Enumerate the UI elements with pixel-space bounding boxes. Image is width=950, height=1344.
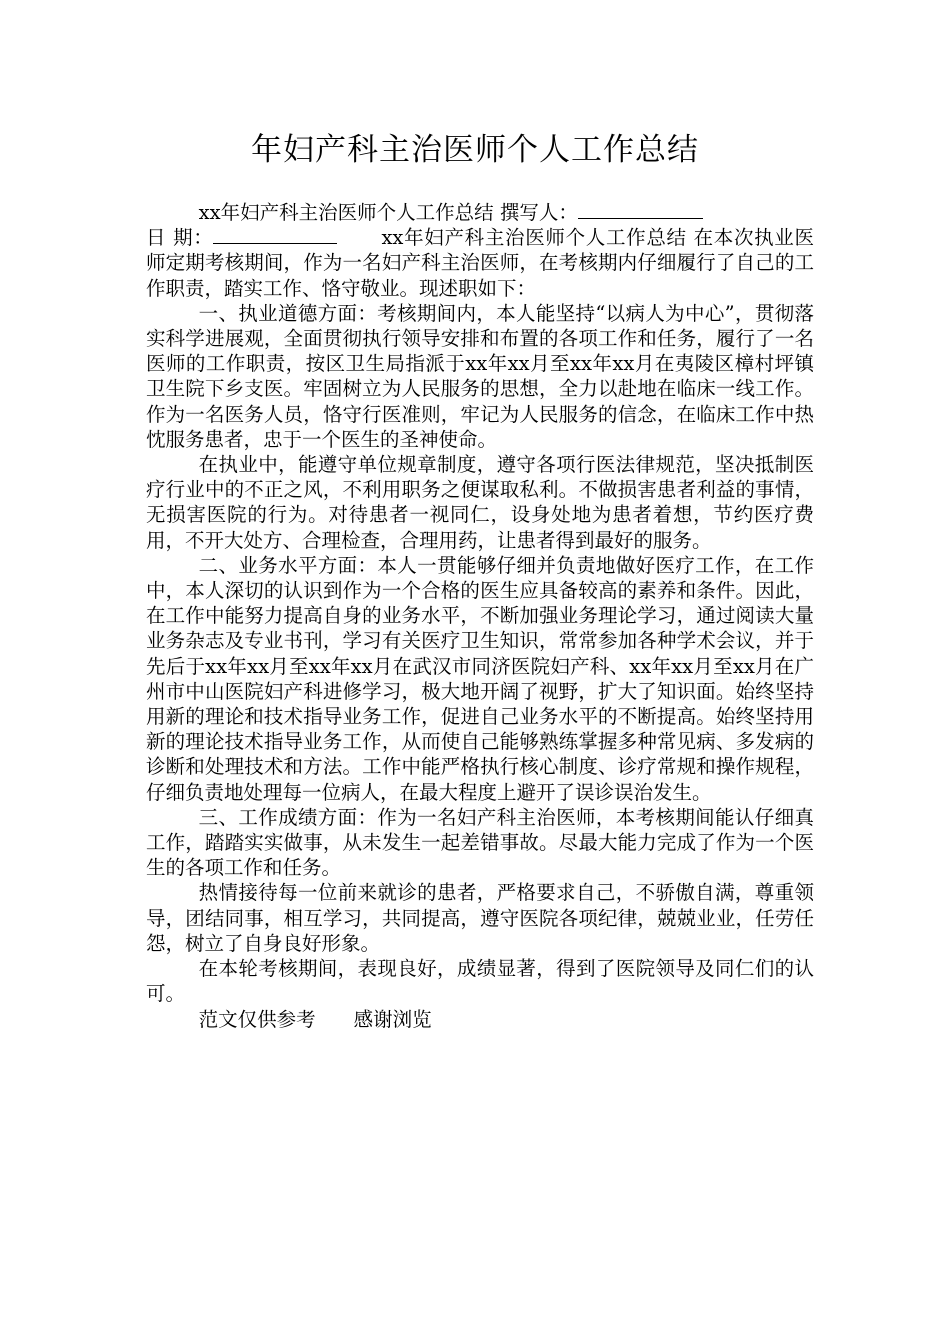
paragraph-ethics: 一、执业道德方面：考核期间内，本人能坚持“以病人为中心”，贯彻落实科学进展观，全面贯彻执行领导安排和布置的各项工作和任务，履行了一名医师的工作职责，按区卫生局指派于xx年xx月至xx年xx月在夷陵区樟村坪镇卫生院下乡支医。牢固树立为人民服务的思想，全力以赴地在临床一线工作。作为一名医务人员，恪守行医准则，牢记为人民服务的信念，在临床工作中热忱服务患者，忠于一个医生的圣神使命。 [146, 301, 814, 451]
paragraph-skills: 二、业务水平方面：本人一贯能够仔细并负责地做好医疗工作，在工作中，本人深切的认识到作为一个合格的医生应具备较高的素养和条件。因此，在工作中能努力提高自身的业务水平，不断加强业务理论学习，通过阅读大量业务杂志及专业书刊，学习有关医疗卫生知识，常常参加各种学术会议，并于先后于xx年xx月至xx年xx月在武汉市同济医院妇产科、xx年xx月至xx月在广州市中山医院妇产科进修学习，极大地开阔了视野，扩大了知识面。始终坚持用新的理论和技术指导业务工作，促进自己业务水平的不断提高。始终坚持用新的理论技术指导业务工作，从而使自己能够熟练掌握多种常见病、多发病的诊断和处理技术和方法。工作中能严格执行核心制度、诊疗常规和操作规程，仔细负责地处理每一位病人，在最大程度上避开了误诊误治发生。 [146, 553, 814, 804]
paragraph-attitude: 热情接待每一位前来就诊的患者，严格要求自己，不骄傲自满，尊重领导，团结同事，相互学习，共同提高，遵守医院各项纪律，兢兢业业，任劳任怨，树立了自身良好形象。 [146, 881, 814, 955]
intro-text: xx年妇产科主治医师个人工作总结 在本次执业医师定期考核期间，作为一名妇产科主治医师，在考核期内仔细履行了自己的工作职责，踏实工作、恪守敬业。现述职如下： [146, 226, 814, 300]
document-body [146, 200, 814, 1032]
date-blank [213, 225, 337, 244]
writer-blank [578, 200, 703, 219]
document-title: 年妇产科主治医师个人工作总结 [251, 132, 699, 168]
paragraph-achievements: 三、工作成绩方面：作为一名妇产科主治医师，本考核期间能认仔细真工作，踏踏实实做事，从未发生一起差错事故。尽最大能力完成了作为一个医生的各项工作和任务。 [146, 805, 814, 880]
footer-thanks: 感谢浏览 [353, 1007, 432, 1031]
paragraph-conduct: 在执业中，能遵守单位规章制度，遵守各项行医法律规范，坚决抵制医疗行业中的不正之风，不利用职务之便谋取私利。不做损害患者利益的事情，无损害医院的行为。对待患者一视同仁，设身处地为患者着想，节约医疗费用，不开大处方、合理检查，合理用药，让患者得到最好的服务。 [146, 453, 814, 552]
footer-ref-note: 范文仅供参考 [198, 1007, 316, 1031]
footer-line [146, 1007, 814, 1032]
date-label: 日 期： [146, 226, 214, 250]
header-date-intro [146, 225, 814, 301]
header-line [146, 200, 814, 225]
header-prefix: xx年妇产科主治医师个人工作总结 撰写人： [198, 201, 578, 224]
paragraph-conclusion: 在本轮考核期间，表现良好，成绩显著，得到了医院领导及同仁们的认可。 [146, 957, 814, 1006]
